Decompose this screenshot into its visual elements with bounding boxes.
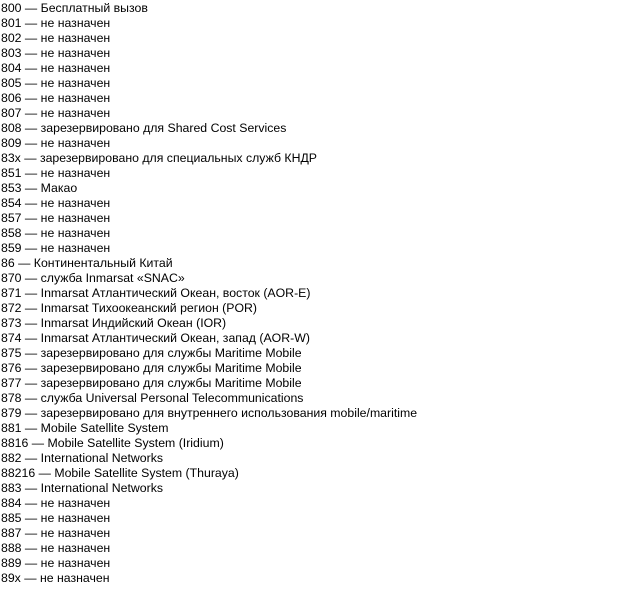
list-item: 883 — International Networks (1, 481, 163, 495)
list-item: 83x — зарезервировано для специальных служб КНДР (1, 151, 317, 165)
list-item: 885 — не назначен (1, 511, 111, 525)
list-item: 800 — Бесплатный вызов (1, 1, 148, 15)
list-item: 859 — не назначен (1, 241, 111, 255)
list-item: 805 — не назначен (1, 76, 111, 90)
list-item: 887 — не назначен (1, 526, 111, 540)
list-item: 802 — не назначен (1, 31, 111, 45)
list-item: 803 — не назначен (1, 46, 111, 60)
list-item: 879 — зарезервировано для внутреннего использования mobile/maritime (1, 406, 418, 420)
list-item: 870 — служба Inmarsat «SNAC» (1, 271, 185, 285)
list-item: 809 — не назначен (1, 136, 111, 150)
list-item: 888 — не назначен (1, 541, 111, 555)
list-item: 89x — не назначен (1, 571, 110, 585)
list-item: 877 — зарезервировано для службы Maritime Mobile (1, 376, 302, 390)
list-item: 889 — не назначен (1, 556, 111, 570)
list-item: 873 — Inmarsat Индийский Океан (IOR) (1, 316, 227, 330)
code-list (1, 1, 417, 586)
list-item: 884 — не назначен (1, 496, 111, 510)
list-item: 808 — зарезервировано для Shared Cost Services (1, 121, 287, 135)
list-item: 876 — зарезервировано для службы Maritime Mobile (1, 361, 302, 375)
list-item: 857 — не назначен (1, 211, 111, 225)
list-item: 881 — Mobile Satellite System (1, 421, 169, 435)
list-item: 874 — Inmarsat Атлантический Океан, запад (AOR-W) (1, 331, 310, 345)
list-item: 86 — Континентальный Китай (1, 256, 173, 270)
list-item: 807 — не назначен (1, 106, 111, 120)
list-item: 871 — Inmarsat Атлантический Океан, восток (AOR-E) (1, 286, 311, 300)
list-item: 882 — International Networks (1, 451, 163, 465)
list-item: 858 — не назначен (1, 226, 111, 240)
list-item: 854 — не назначен (1, 196, 111, 210)
list-item: 872 — Inmarsat Тихоокеанский регион (POR) (1, 301, 258, 315)
list-item: 878 — служба Universal Personal Telecommunications (1, 391, 304, 405)
list-item: 875 — зарезервировано для службы Maritime Mobile (1, 346, 302, 360)
list-item: 88216 — Mobile Satellite System (Thuraya) (1, 466, 239, 480)
list-item: 804 — не назначен (1, 61, 111, 75)
list-item: 801 — не назначен (1, 16, 111, 30)
list-item: 853 — Макао (1, 181, 78, 195)
list-item: 8816 — Mobile Satellite System (Iridium) (1, 436, 224, 450)
list-item: 851 — не назначен (1, 166, 111, 180)
list-item: 806 — не назначен (1, 91, 111, 105)
